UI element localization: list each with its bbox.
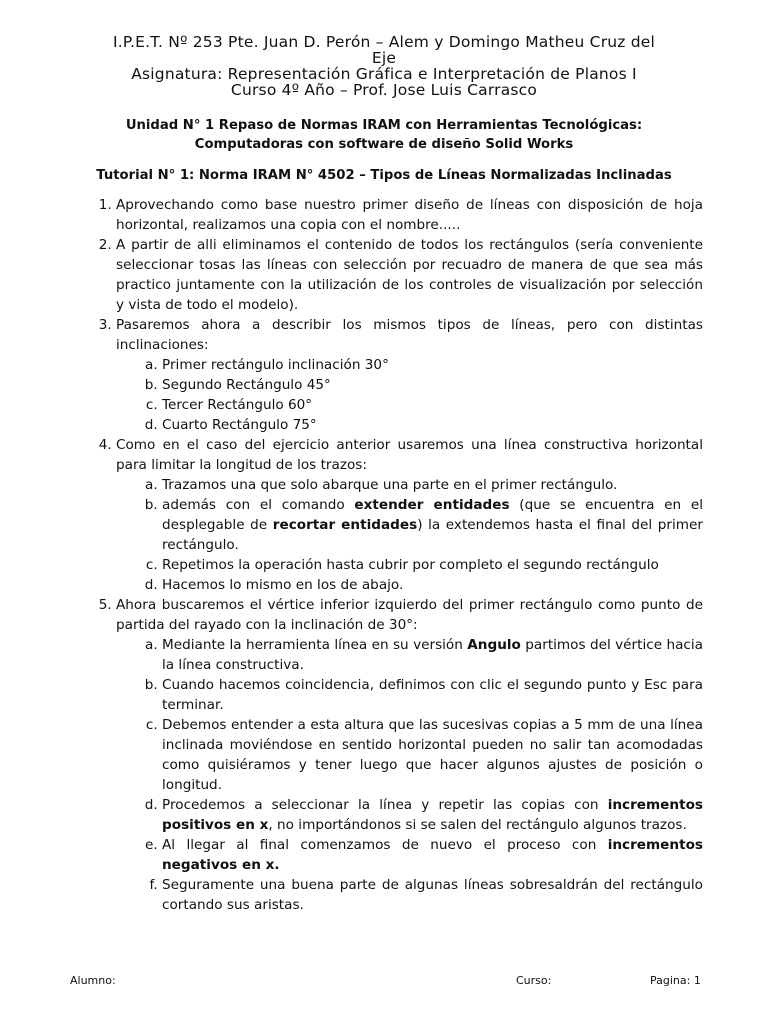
item-4b-text-1: además con el comando: [162, 497, 355, 513]
list-item-5b: b. Cuando hacemos coincidencia, definimos con clic el segundo punto y Esc para terminar.: [162, 675, 703, 715]
list-item-5e: [162, 835, 703, 875]
main-list: [90, 195, 703, 915]
list-item-2: [116, 235, 703, 315]
list-item-4c: c. Repetimos la operación hasta cubrir por completo el segundo rectángulo: [162, 555, 703, 575]
item-4-text: Como en el caso del ejercicio anterior usaremos una línea constructiva horizontal para limitar la longitud de los trazos:: [116, 437, 703, 473]
sub-list-3: [116, 355, 703, 435]
item-2-text: A partir de alli eliminamos el contenido de todos los rectángulos (sería conveniente seleccionar tosas las líneas con selección por recuadro de manera de que sea más practico juntamente con la utilización de los controles de visualización por selección y vista de todo el modelo).: [116, 237, 703, 313]
list-item-5f: f. Seguramente una buena parte de algunas líneas sobresaldrán del rectángulo cortando sus aristas.: [162, 875, 703, 915]
list-item-3a: a. Primer rectángulo inclinación 30°: [162, 355, 703, 375]
document-body: [90, 195, 703, 915]
list-item-5d: [162, 795, 703, 835]
list-item-4d: d. Hacemos lo mismo en los de abajo.: [162, 575, 703, 595]
sub-list-5: [116, 635, 703, 915]
header-line-1: I.P.E.T. Nº 253 Pte. Juan D. Perón – Alem y Domingo Matheu Cruz del: [112, 33, 656, 51]
item-5a-text-1: Mediante la herramienta línea en su versión: [162, 637, 468, 653]
tutorial-title: Tutorial N° 1: Norma IRAM N° 4502 – Tipos de Líneas Normalizadas Inclinadas: [96, 168, 672, 183]
list-item-3c: c. Tercer Rectángulo 60°: [162, 395, 703, 415]
item-1-text: Aprovechando como base nuestro primer diseño de líneas con disposición de hoja horizontal, realizamos una copia con el nombre.....: [116, 197, 703, 233]
unit-title-line-2: Computadoras con software de diseño Solid Works: [194, 137, 574, 152]
item-3-text: Pasaremos ahora a describir los mismos tipos de líneas, pero con distintas inclinaciones:: [116, 317, 703, 353]
list-item-3d: d. Cuarto Rectángulo 75°: [162, 415, 703, 435]
document-header: [70, 34, 698, 98]
list-item-4b: [162, 495, 703, 555]
unit-title-line-1: Unidad N° 1 Repaso de Normas IRAM con Herramientas Tecnológicas:: [125, 118, 643, 133]
header-line-3: Asignatura: Representación Gráfica e Interpretación de Planos I: [131, 65, 637, 83]
item-5d-text-1: Procedemos a seleccionar la línea y repetir las copias con: [162, 797, 608, 813]
item-4b-text-3: ) la extendemos hasta el final del primer rectángulo.: [162, 517, 703, 553]
item-4b-bold-1: extender entidades: [354, 497, 510, 513]
list-item-4: [116, 435, 703, 595]
item-4b-text-2: (que se encuentra en el desplegable de: [162, 497, 703, 533]
item-5-text: Ahora buscaremos el vértice inferior izquierdo del primer rectángulo como punto de partida del rayado con la inclinación de 30°:: [116, 597, 703, 633]
footer-pagina: Pagina: 1: [650, 974, 701, 987]
list-item-4a: a. Trazamos una que solo abarque una parte en el primer rectángulo.: [162, 475, 703, 495]
item-4b-bold-2: recortar entidades: [272, 517, 418, 533]
item-5e-bold: incrementos negativos en x.: [162, 837, 703, 873]
item-5d-bold: incrementos positivos en x: [162, 797, 703, 833]
list-item-5a: [162, 635, 703, 675]
list-item-5c: c. Debemos entender a esta altura que las sucesivas copias a 5 mm de una línea inclinada moviéndose en sentido horizontal pueden no salir tan acomodadas como quisiéramos y tener luego que hacer algunos ajustes de posición o longitud.: [162, 715, 703, 795]
list-item-5: [116, 595, 703, 915]
footer-curso: Curso:: [516, 974, 552, 987]
sub-list-4: [116, 475, 703, 595]
list-item-3b: b. Segundo Rectángulo 45°: [162, 375, 703, 395]
list-item-3: [116, 315, 703, 435]
list-item-1: [116, 195, 703, 235]
item-5a-text-2: partimos del vértice hacia la línea constructiva.: [162, 637, 703, 673]
item-5e-text-1: Al llegar al final comenzamos de nuevo el proceso con: [162, 837, 608, 853]
footer-alumno: Alumno:: [70, 974, 116, 987]
header-line-2: Eje: [371, 49, 397, 67]
item-5a-bold: Angulo: [467, 637, 521, 653]
unit-title: [70, 116, 698, 154]
item-5d-text-2: , no importándonos si se salen del rectángulo algunos trazos.: [268, 817, 687, 833]
header-line-4: Curso 4º Año – Prof. Jose Luis Carrasco: [230, 81, 538, 99]
